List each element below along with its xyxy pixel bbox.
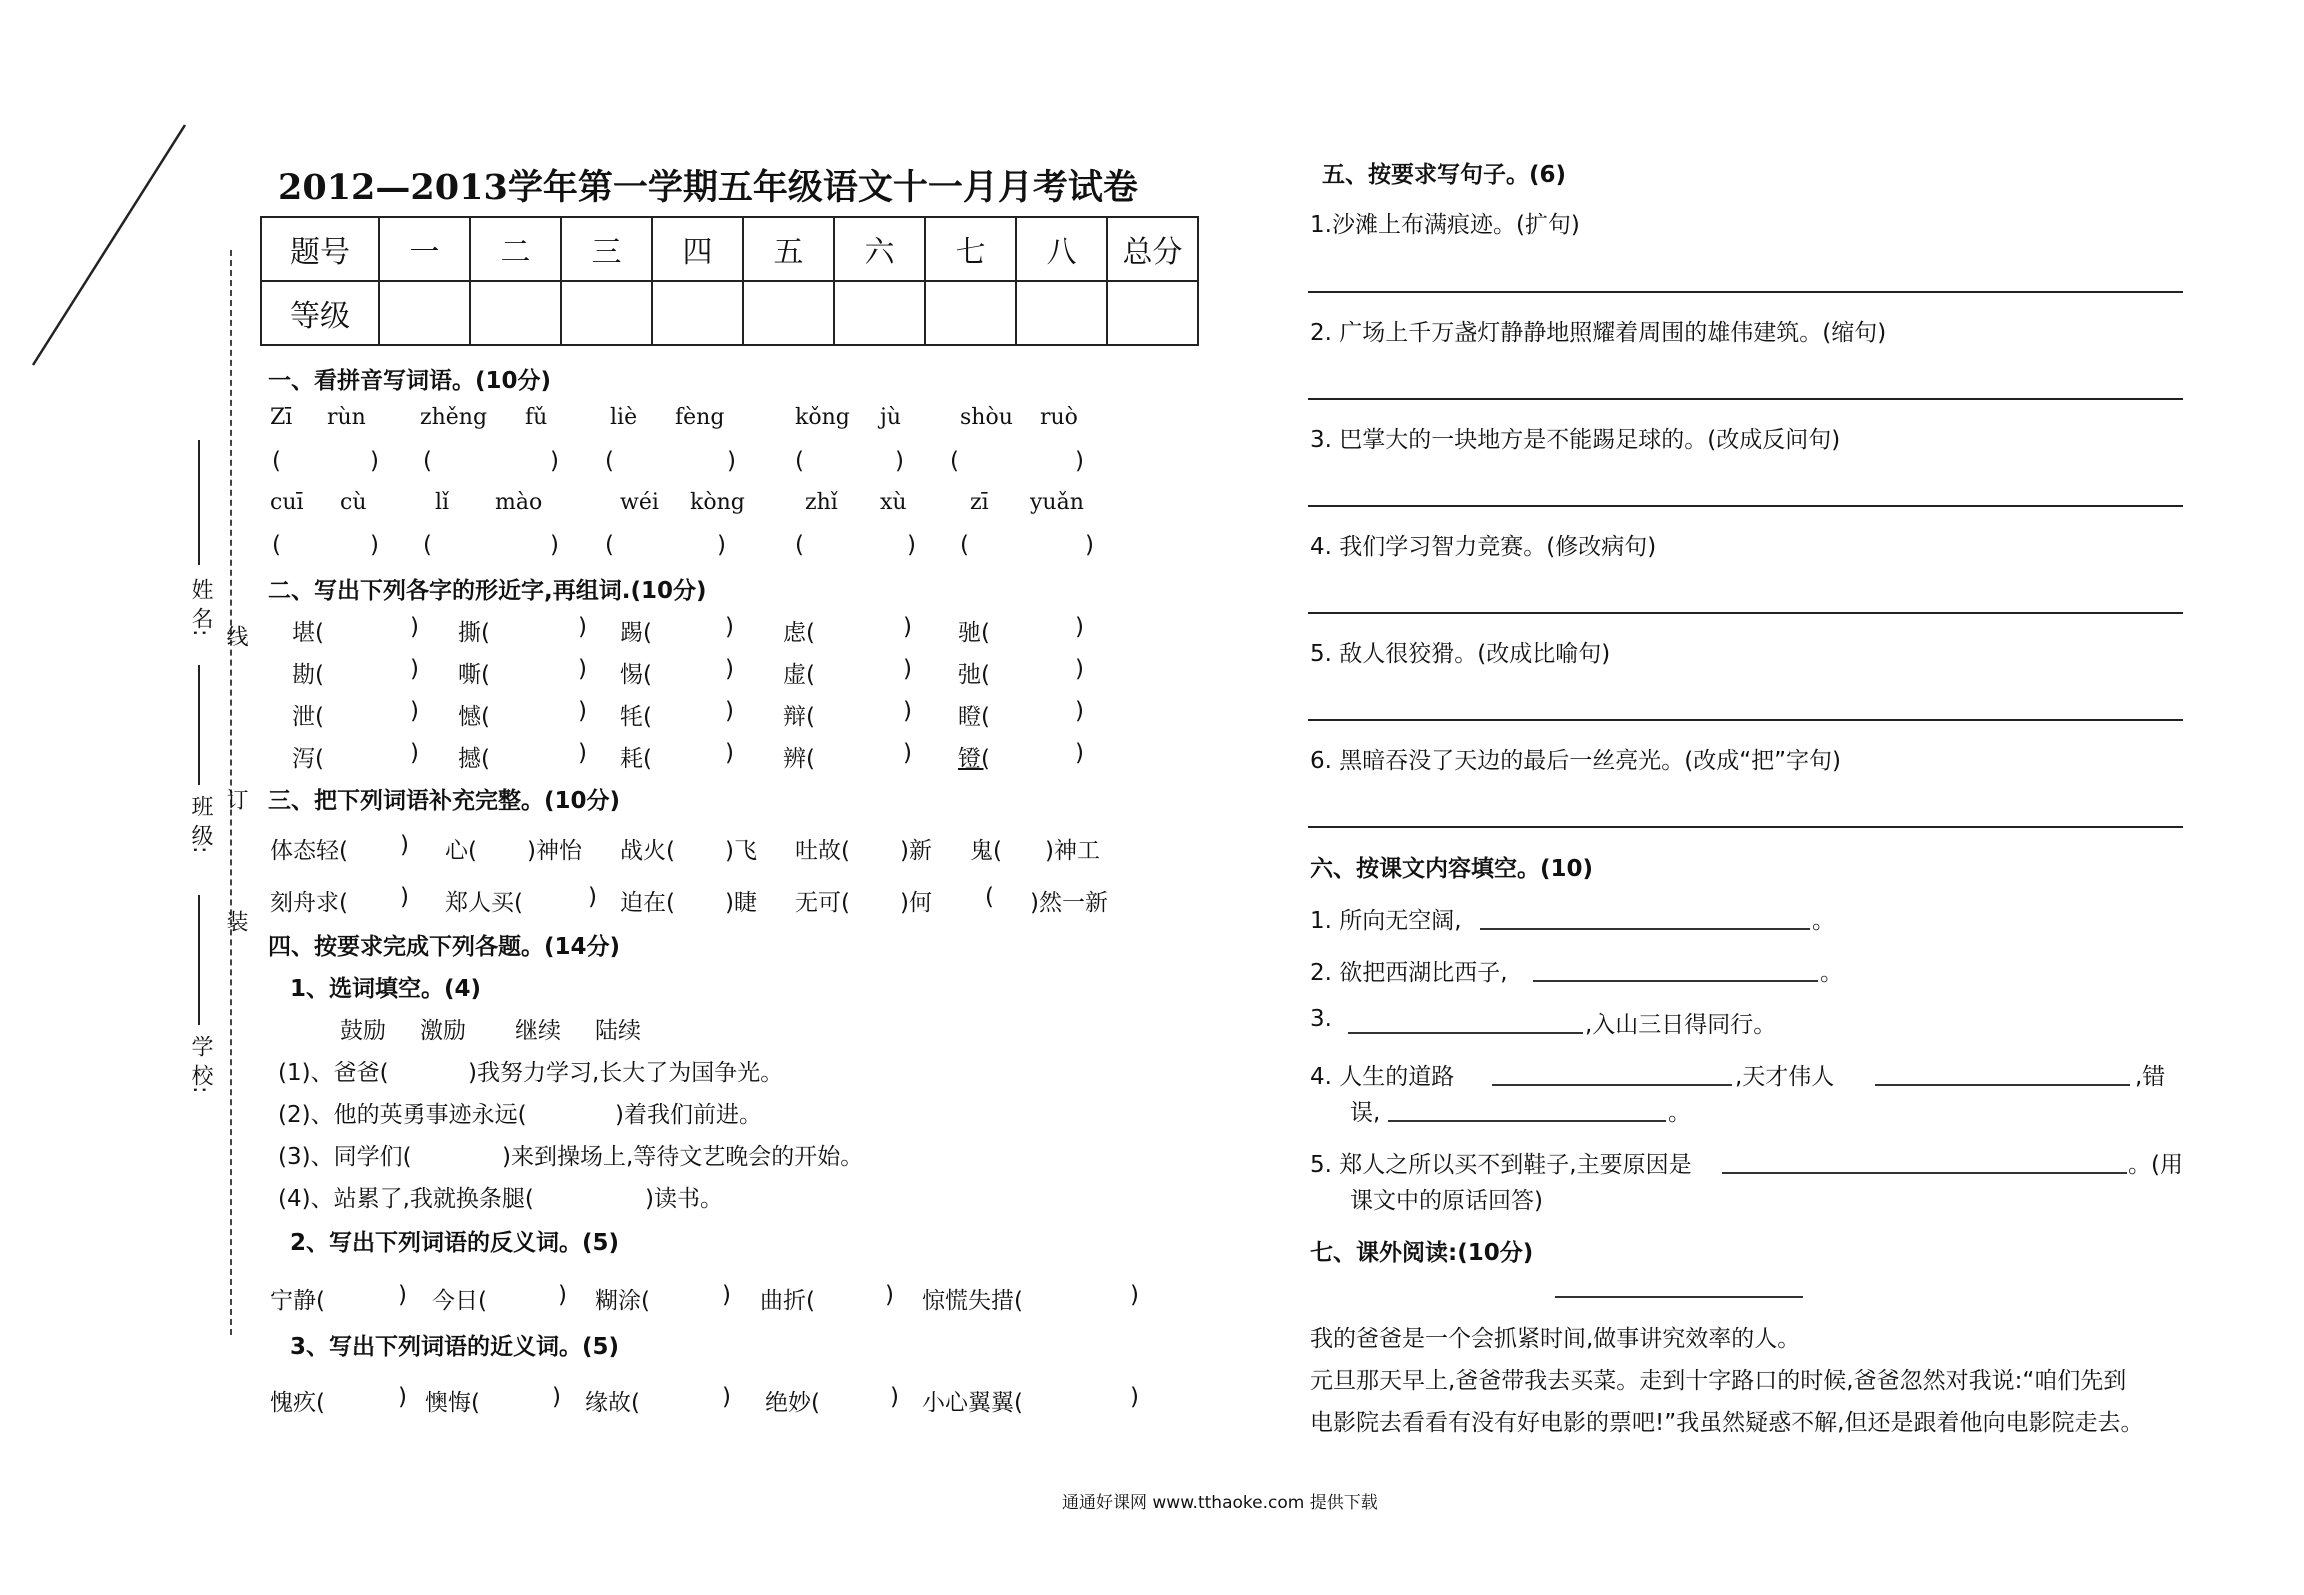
score-table-header-row (261, 217, 1198, 281)
pinyin: zhǐ (805, 490, 838, 515)
answer-line[interactable] (1308, 505, 2183, 507)
grade-label-cell: 等级 (261, 281, 379, 345)
char-item: 憾( (458, 704, 490, 730)
char-item: 镫( (958, 746, 990, 772)
paren-close: ) (1075, 656, 1084, 682)
paren-close: ) (727, 448, 736, 474)
score-table (260, 216, 1199, 346)
char-item: 弛( (958, 662, 990, 688)
word-option: 陆续 (595, 1018, 641, 1044)
paren-open: ( (272, 532, 281, 558)
char-item: 驰( (958, 620, 990, 646)
score-cell: 七 (925, 217, 1016, 281)
school-blank (198, 895, 200, 1025)
fill-text: 3. (1310, 1006, 1332, 1032)
paren-close: ) (895, 448, 904, 474)
fill-text: 4. 人生的道路 (1310, 1064, 1455, 1090)
sec4-header: 四、按要求完成下列各题。(14分) (268, 934, 621, 960)
char-item: 嘶( (458, 662, 490, 688)
fill-text: 课文中的原话回答) (1350, 1188, 1543, 1214)
idiom-part: ( (985, 884, 994, 910)
pinyin: cù (340, 490, 367, 515)
pinyin: Zī (270, 405, 293, 430)
pinyin: ruò (1040, 405, 1078, 430)
char-item: 虚( (783, 662, 815, 688)
pinyin: rùn (327, 405, 366, 430)
fill-text: 。(用 (2128, 1152, 2183, 1178)
answer-line[interactable] (1308, 291, 2183, 293)
paren-close: ) (1075, 698, 1084, 724)
idiom-part: )何 (900, 890, 932, 916)
idiom-part: )飞 (725, 838, 757, 864)
fill-text: 。 (1668, 1100, 1691, 1126)
char-item: 勘( (292, 662, 324, 688)
synonym-item: ) (1130, 1384, 1139, 1410)
paren-close: ) (410, 614, 419, 640)
paren-close: ) (725, 698, 734, 724)
item-text: )我努力学习,长大了为国争光。 (468, 1060, 784, 1086)
idiom-part: 刻舟求( (270, 890, 348, 916)
paren-open: ( (795, 448, 804, 474)
idiom-part: ) (400, 884, 409, 910)
pinyin: wéi (620, 490, 659, 515)
pinyin: shòu (960, 405, 1013, 430)
char-item: 泻( (292, 746, 324, 772)
antonym-item: 今日( (432, 1288, 487, 1314)
reading-paragraph-2b: 电影院去看看有没有好电影的票吧!”我虽然疑惑不解,但还是跟着他向电影院走去。 (1310, 1410, 2144, 1436)
char-item: 辩( (783, 704, 815, 730)
grade-cell[interactable] (834, 281, 925, 345)
synonym-item: 缘故( (585, 1390, 640, 1416)
paren-close: ) (725, 740, 734, 766)
char-item: 堪( (292, 620, 324, 646)
word-option: 继续 (515, 1018, 561, 1044)
synonym-item: ) (552, 1384, 561, 1410)
name-blank (198, 440, 200, 565)
paren-close: ) (1075, 614, 1084, 640)
reading-paragraph-2a: 元旦那天早上,爸爸带我去买菜。走到十字路口的时候,爸爸忽然对我说:“咱们先到 (1310, 1368, 2127, 1394)
sec5-item-1: 1.沙滩上布满痕迹。(扩句) (1310, 212, 1580, 238)
pinyin: fǔ (525, 405, 548, 430)
sec5-item-2: 2. 广场上千万盏灯静静地照耀着周围的雄伟建筑。(缩句) (1310, 320, 1887, 346)
idiom-part: 迫在( (620, 890, 675, 916)
item-text: (3)、同学们( (278, 1144, 412, 1170)
sec5-item-5: 5. 敌人很狡猾。(改成比喻句) (1310, 641, 1611, 667)
class-label: 班 级: (188, 795, 213, 854)
score-cell: 五 (743, 217, 834, 281)
paren-close: ) (907, 532, 916, 558)
answer-line[interactable] (1308, 612, 2183, 614)
sec2-header: 二、写出下列各字的形近字,再组词.(10分) (268, 578, 707, 604)
paren-open: ( (960, 532, 969, 558)
char-item: 耗( (620, 746, 652, 772)
antonym-item: ) (398, 1282, 407, 1308)
paren-close: ) (370, 532, 379, 558)
paren-close: ) (1075, 740, 1084, 766)
fill-text: 。 (1820, 960, 1843, 986)
answer-line[interactable] (1308, 719, 2183, 721)
fill-blank[interactable] (1388, 1120, 1666, 1122)
fill-blank[interactable] (1533, 980, 1818, 982)
sec1-header: 一、看拼音写词语。(10分) (268, 368, 552, 394)
paren-close: ) (903, 740, 912, 766)
sec4-sub1: 1、选词填空。(4) (290, 976, 482, 1002)
idiom-part: 战火( (620, 838, 675, 864)
grade-cell[interactable] (652, 281, 743, 345)
idiom-part: 吐故( (795, 838, 850, 864)
score-table-grade-row (261, 281, 1198, 345)
synonym-item: 懊悔( (425, 1390, 480, 1416)
pinyin: xù (880, 490, 907, 515)
paren-close: ) (410, 698, 419, 724)
sec5-header: 五、按要求写句子。(6) (1322, 162, 1567, 188)
paren-close: ) (725, 656, 734, 682)
fill-text: 1. 所向无空阔, (1310, 908, 1462, 934)
pinyin: jù (880, 405, 901, 430)
item-text: )读书。 (645, 1186, 723, 1212)
answer-line[interactable] (1308, 826, 2183, 828)
paren-open: ( (423, 448, 432, 474)
char-item: 惕( (620, 662, 652, 688)
pinyin: zhěng (420, 405, 488, 430)
item-text: )着我们前进。 (615, 1102, 762, 1128)
idiom-part: ) (400, 832, 409, 858)
paren-close: ) (410, 740, 419, 766)
paren-close: ) (550, 448, 559, 474)
score-cell: 一 (379, 217, 470, 281)
grade-cell[interactable] (470, 281, 561, 345)
footer-credit: 通通好课网 www.tthaoke.com 提供下载 (1062, 1493, 1378, 1513)
item-text: (1)、爸爸( (278, 1060, 389, 1086)
fill-blank[interactable] (1492, 1084, 1732, 1086)
antonym-item: 糊涂( (595, 1288, 650, 1314)
binding-char-line: 线 (223, 625, 248, 647)
antonym-item: ) (722, 1282, 731, 1308)
pinyin: kòng (690, 490, 745, 515)
fill-text: 5. 郑人之所以买不到鞋子,主要原因是 (1310, 1152, 1692, 1178)
paren-open: ( (272, 448, 281, 474)
idiom-part: )睫 (725, 890, 757, 916)
synonym-item: ) (890, 1384, 899, 1410)
paren-open: ( (605, 448, 614, 474)
answer-line[interactable] (1308, 398, 2183, 400)
fill-text: ,入山三日得同行。 (1585, 1012, 1777, 1038)
idiom-part: )新 (900, 838, 932, 864)
exam-title: 2012—2013学年第一学期五年级语文十一月月考试卷 (278, 167, 1138, 208)
paren-open: ( (423, 532, 432, 558)
sec4-sub3: 3、写出下列词语的近义词。(5) (290, 1334, 620, 1360)
paren-close: ) (903, 656, 912, 682)
sec5-item-3: 3. 巴掌大的一块地方是不能踢足球的。(改成反问句) (1310, 427, 1841, 453)
idiom-part: ) (588, 884, 597, 910)
idiom-part: 鬼( (970, 838, 1002, 864)
pinyin: liè (610, 405, 638, 430)
idiom-part: 郑人买( (445, 890, 523, 916)
fill-text: ,错 (2135, 1064, 2166, 1090)
item-text: )来到操场上,等待文艺晚会的开始。 (502, 1144, 864, 1170)
paren-open: ( (795, 532, 804, 558)
synonym-item: 小心翼翼( (922, 1390, 1023, 1416)
reading-paragraph-1: 我的爸爸是一个会抓紧时间,做事讲究效率的人。 (1310, 1326, 1801, 1352)
idiom-part: )神怡 (527, 838, 582, 864)
item-text: (4)、站累了,我就换条腿( (278, 1186, 534, 1212)
fill-blank[interactable] (1722, 1172, 2127, 1174)
score-cell: 总分 (1107, 217, 1198, 281)
pinyin: mào (495, 490, 543, 515)
paren-open: ( (950, 448, 959, 474)
idiom-part: 体态轻( (270, 838, 348, 864)
char-item: 撕( (458, 620, 490, 646)
pinyin: lǐ (435, 490, 450, 515)
paren-close: ) (550, 532, 559, 558)
grade-cell[interactable] (743, 281, 834, 345)
synonym-item: ) (722, 1384, 731, 1410)
idiom-part: 无可( (795, 890, 850, 916)
pinyin: yuǎn (1030, 490, 1084, 515)
paren-open: ( (605, 532, 614, 558)
pinyin: kǒng (795, 405, 850, 430)
paren-close: ) (1085, 532, 1094, 558)
antonym-item: 宁静( (270, 1288, 325, 1314)
name-label: 姓 名: (188, 578, 213, 637)
binding-char-ding: 订 (223, 788, 248, 810)
idiom-part: 心( (445, 838, 477, 864)
synonym-item: 愧疚( (270, 1390, 325, 1416)
fill-text: 。 (1812, 908, 1835, 934)
sec5-item-6: 6. 黑暗吞没了天边的最后一丝亮光。(改成“把”字句) (1310, 748, 1842, 774)
item-text: (2)、他的英勇事迹永远( (278, 1102, 527, 1128)
score-cell: 六 (834, 217, 925, 281)
sec4-sub2: 2、写出下列词语的反义词。(5) (290, 1230, 620, 1256)
antonym-item: 惊慌失措( (922, 1288, 1023, 1314)
score-cell: 二 (470, 217, 561, 281)
char-item: 泄( (292, 704, 324, 730)
grade-cell[interactable] (925, 281, 1016, 345)
sec6-header: 六、按课文内容填空。(10) (1310, 856, 1594, 882)
fill-blank[interactable] (1480, 928, 1810, 930)
word-option: 激励 (420, 1018, 466, 1044)
score-cell: 题号 (261, 217, 379, 281)
antonym-item: ) (1130, 1282, 1139, 1308)
grade-cell[interactable] (1107, 281, 1198, 345)
grade-cell[interactable] (1016, 281, 1107, 345)
paren-close: ) (370, 448, 379, 474)
paren-close: ) (725, 614, 734, 640)
fill-blank[interactable] (1875, 1084, 2130, 1086)
synonym-item: ) (398, 1384, 407, 1410)
fill-blank[interactable] (1348, 1032, 1583, 1034)
grade-cell[interactable] (379, 281, 470, 345)
char-item: 瞪( (958, 704, 990, 730)
idiom-part: )然一新 (1030, 890, 1108, 916)
fill-text: ,天才伟人 (1735, 1064, 1835, 1090)
char-item: 辨( (783, 746, 815, 772)
sec5-item-4: 4. 我们学习智力竞赛。(修改病句) (1310, 534, 1657, 560)
paren-close: ) (410, 656, 419, 682)
paren-close: ) (578, 740, 587, 766)
synonym-item: 绝妙( (765, 1390, 820, 1416)
char-item: 撼( (458, 746, 490, 772)
paren-close: ) (578, 656, 587, 682)
score-cell: 八 (1016, 217, 1107, 281)
antonym-item: ) (558, 1282, 567, 1308)
paren-close: ) (717, 532, 726, 558)
char-item: 虑( (783, 620, 815, 646)
score-cell: 四 (652, 217, 743, 281)
score-cell: 三 (561, 217, 652, 281)
paren-close: ) (903, 614, 912, 640)
pinyin: fèng (675, 405, 725, 430)
corner-diagonal-line (0, 0, 200, 380)
reading-title-blank[interactable] (1555, 1296, 1803, 1298)
pinyin: cuī (270, 490, 304, 515)
paren-close: ) (578, 614, 587, 640)
pinyin: zī (970, 490, 989, 515)
paren-close: ) (1075, 448, 1084, 474)
antonym-item: ) (885, 1282, 894, 1308)
char-item: 踢( (620, 620, 652, 646)
binding-char-zhuang: 装 (223, 910, 248, 932)
fill-text: 误, (1350, 1100, 1381, 1126)
antonym-item: 曲折( (760, 1288, 815, 1314)
idiom-part: )神工 (1045, 838, 1100, 864)
char-item: 牦( (620, 704, 652, 730)
sec7-header: 七、课外阅读:(10分) (1310, 1240, 1534, 1266)
paren-close: ) (903, 698, 912, 724)
grade-cell[interactable] (561, 281, 652, 345)
fill-text: 2. 欲把西湖比西子, (1310, 960, 1508, 986)
paren-close: ) (578, 698, 587, 724)
sec3-header: 三、把下列词语补充完整。(10分) (268, 788, 621, 814)
class-blank (198, 665, 200, 785)
word-option: 鼓励 (340, 1018, 386, 1044)
school-label: 学 校: (188, 1035, 213, 1094)
